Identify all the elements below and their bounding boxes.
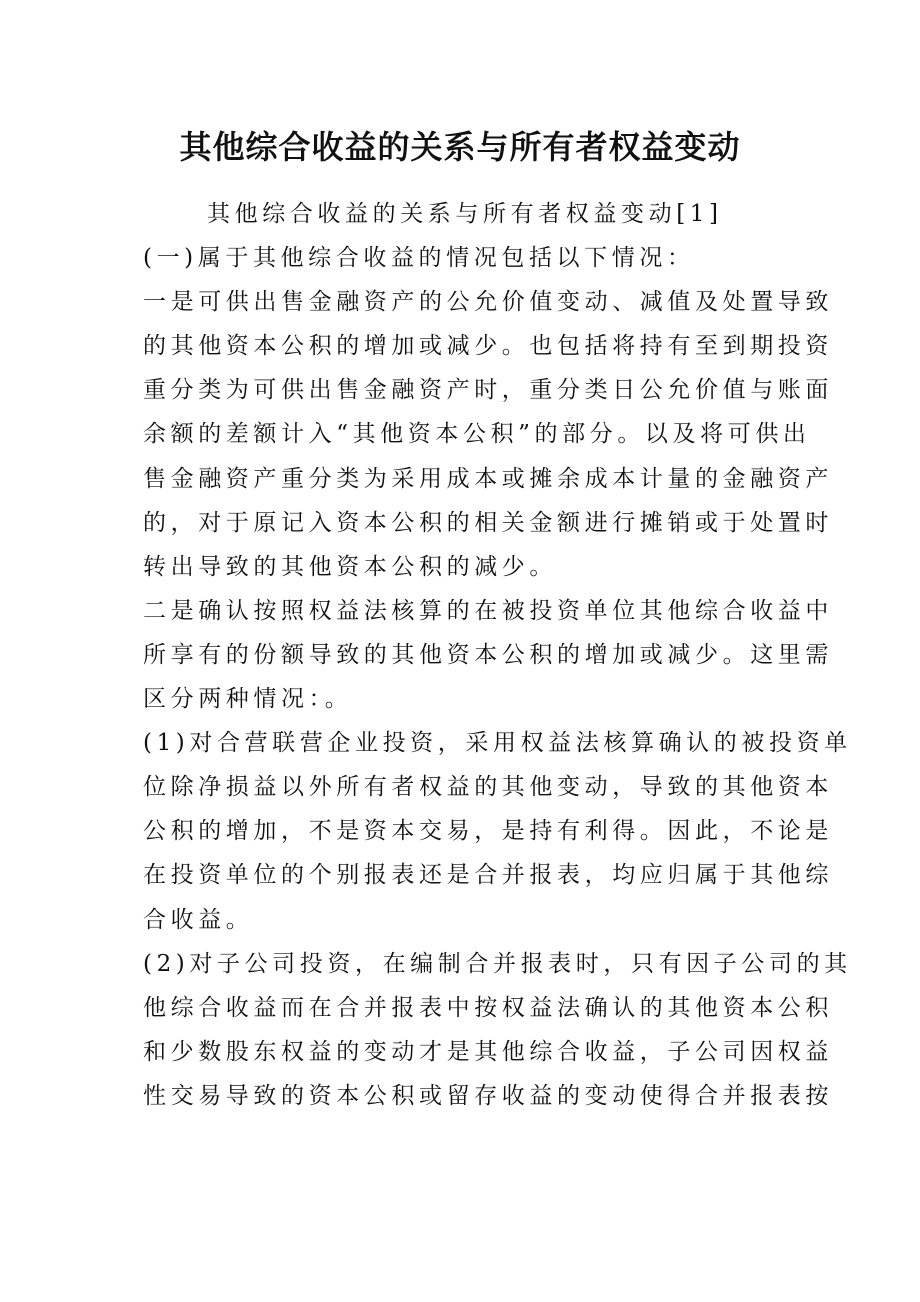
text-line: (2)对子公司投资，在编制合并报表时，只有因子公司的其 [143, 950, 852, 977]
text-line: 所享有的份额导致的其他资本公积的增加或减少。这里需 [143, 641, 833, 668]
text-line: (一)属于其他综合收益的情况包括以下情况： [143, 245, 695, 272]
text-line: (1)对合营联营企业投资，采用权益法核算确认的被投资单 [143, 730, 852, 757]
text-line: 在投资单位的个别报表还是合并报表，均应归属于其他综 [143, 862, 833, 889]
text-line: 性交易导致的资本公积或留存收益的变动使得合并报表按 [143, 1082, 833, 1109]
text-line: 转出导致的其他资本公积的减少。 [143, 553, 557, 580]
text-line: 二是确认按照权益法核算的在被投资单位其他综合收益中 [143, 597, 833, 624]
text-line: 重分类为可供出售金融资产时，重分类日公允价值与账面 [143, 377, 833, 404]
text-line: 余额的差额计入“其他资本公积”的部分。以及将可供出 [143, 421, 811, 448]
text-line: 的，对于原记入资本公积的相关金额进行摊销或于处置时 [143, 509, 833, 536]
text-line: 合收益。 [143, 906, 254, 933]
text-line: 他综合收益而在合并报表中按权益法确认的其他资本公积 [143, 994, 833, 1021]
document-title: 其他综合收益的关系与所有者权益变动 [179, 128, 741, 166]
text-line: 公积的增加，不是资本交易，是持有利得。因此，不论是 [143, 818, 833, 845]
text-line: 位除净损益以外所有者权益的其他变动，导致的其他资本 [143, 774, 833, 801]
document-subtitle: 其他综合收益的关系与所有者权益变动[1] [207, 201, 723, 227]
text-line: 的其他资本公积的增加或减少。也包括将持有至到期投资 [143, 333, 833, 360]
document-body [143, 196, 852, 1122]
text-line: 区分两种情况：。 [143, 686, 353, 713]
text-line: 售金融资产重分类为采用成本或摊余成本计量的金融资产 [143, 465, 833, 492]
text-line: 一是可供出售金融资产的公允价值变动、减值及处置导致 [143, 289, 833, 316]
text-line: 和少数股东权益的变动才是其他综合收益，子公司因权益 [143, 1038, 833, 1065]
